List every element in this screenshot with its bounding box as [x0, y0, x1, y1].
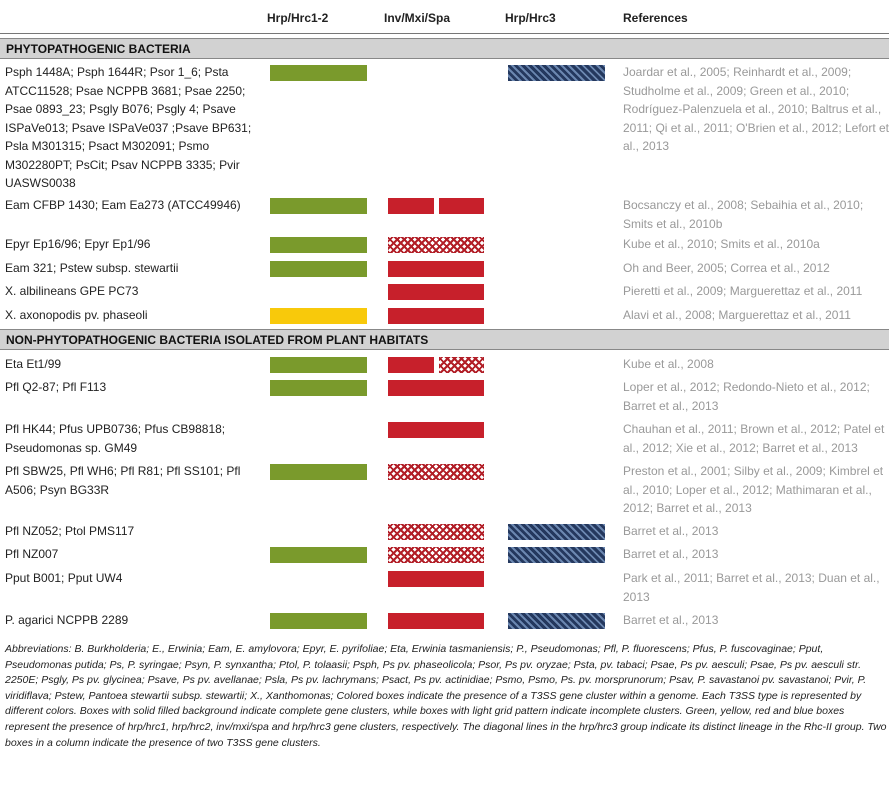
- inv-mxi-spa-incomplete-box: [439, 357, 484, 373]
- references-cell: Loper et al., 2012; Redondo-Nieto et al., 2012; Barret et al., 2013: [623, 380, 870, 413]
- references-cell: Oh and Beer, 2005; Correa et al., 2012: [623, 261, 830, 275]
- inv-mxi-spa-box: [388, 198, 434, 214]
- references-cell: Kube et al., 2008: [623, 357, 714, 371]
- hrp-hrc1-box: [270, 613, 367, 629]
- hrp-hrc3-box: [508, 547, 605, 563]
- organism-cell: Psph 1448A; Psph 1644R; Psor 1_6; Psta ATCC11528; Psae NCPPB 3681; Psae 2250; Psae 0893_23; Psgly B076; Psgly 4; Psave ISPaVe013; Psave ISPaVe037 ;Psave BP631; Psla M301315; Psact M302091; Psmo M302280PT; PsCit; Psav NCPPB 3335; Pvir UASWS0038: [5, 65, 252, 190]
- header-rule: [0, 33, 889, 34]
- inv-mxi-spa-box: [388, 284, 484, 300]
- references-cell: Chauhan et al., 2011; Brown et al., 2012; Patel et al., 2012; Xie et al., 2012; Barret et al., 2013: [623, 422, 885, 455]
- references-cell: Barret et al., 2013: [623, 547, 719, 561]
- organism-cell: P. agarici NCPPB 2289: [5, 613, 129, 627]
- inv-mxi-spa-box: [388, 261, 484, 277]
- hrp-hrc1-box: [270, 357, 367, 373]
- organism-cell: X. axonopodis pv. phaseoli: [5, 308, 148, 322]
- inv-mxi-spa-box: [388, 422, 484, 438]
- organism-cell: Pfl Q2-87; Pfl F113: [5, 380, 107, 394]
- inv-mxi-spa-box: [388, 380, 484, 396]
- section-title: NON-PHYTOPATHOGENIC BACTERIA ISOLATED FROM PLANT HABITATS: [6, 333, 429, 347]
- organism-cell: X. albilineans GPE PC73: [5, 284, 139, 298]
- inv-mxi-spa-box: [439, 198, 484, 214]
- inv-mxi-spa-incomplete-box: [388, 547, 484, 563]
- organism-cell: Eam 321; Pstew subsp. stewartii: [5, 261, 179, 275]
- references-cell: Barret et al., 2013: [623, 524, 719, 538]
- hrp-hrc3-box: [508, 524, 605, 540]
- references-cell: Alavi et al., 2008; Marguerettaz et al., 2011: [623, 308, 851, 322]
- references-cell: Park et al., 2011; Barret et al., 2013; Duan et al., 2013: [623, 571, 880, 604]
- hrp-hrc1-box: [270, 237, 367, 253]
- hrp-hrc1-box: [270, 380, 367, 396]
- header-inv-mxi-spa: Inv/Mxi/Spa: [384, 11, 451, 25]
- organism-cell: Pfl NZ052; Ptol PMS117: [5, 524, 135, 538]
- header-references: References: [623, 11, 688, 25]
- organism-cell: Eam CFBP 1430; Eam Ea273 (ATCC49946): [5, 198, 241, 212]
- inv-mxi-spa-box: [388, 357, 434, 373]
- inv-mxi-spa-box: [388, 571, 484, 587]
- inv-mxi-spa-incomplete-box: [388, 524, 484, 540]
- section-title: PHYTOPATHOGENIC BACTERIA: [6, 42, 191, 56]
- header-hrp-hrc1-2: Hrp/Hrc1-2: [267, 11, 329, 25]
- hrp-hrc1-box: [270, 65, 367, 81]
- hrp-hrc1-box: [270, 261, 367, 277]
- hrp-hrc3-box: [508, 65, 605, 81]
- references-cell: Joardar et al., 2005; Reinhardt et al., 2009; Studholme et al., 2009; Green et al., 2010; Rodríguez-Palenzuela et al., 2010; Baltrus et al., 2011; Qi et al., 2011; O'Brien et al., 2012; Lefort et al., 2013: [623, 65, 890, 153]
- organism-cell: Eta Et1/99: [5, 357, 62, 371]
- inv-mxi-spa-box: [388, 613, 484, 629]
- inv-mxi-spa-incomplete-box: [388, 237, 484, 253]
- organism-cell: Pfl HK44; Pfus UPB0736; Pfus CB98818; Pseudomonas sp. GM49: [5, 422, 226, 455]
- organism-cell: Pfl SBW25, Pfl WH6; Pfl R81; Pfl SS101; Pfl A506; Psyn BG33R: [5, 464, 241, 497]
- hrp-hrc3-box: [508, 613, 605, 629]
- header-hrp-hrc3: Hrp/Hrc3: [505, 11, 556, 25]
- references-cell: Preston et al., 2001; Silby et al., 2009; Kimbrel et al., 2010; Loper et al., 2012; Mathimaran et al., 2012; Barret et al., 2013: [623, 464, 884, 515]
- table-footnote: Abbreviations: B. Burkholderia; E., Erwinia; Eam, E. amylovora; Epyr, E. pyrifoliae; Eta, Erwinia tasmaniensis; P., Pseudomonas; Pfl, P. fluorescens; Pfus, P. fuscovaginae; Pput, Pseudomonas putida; Ps, P. syringae; Psyn, P. synxantha; Ptol, P. tolaasii; Psph, Ps pv. phaseolicola; Psor, Ps pv. oryzae; Psta, pv. tabaci; Psae, Ps pv. aesculi; Psae, Ps pv. aesculi str. 2250E; Psgly, Ps pv. glycinea; Psave, Ps pv. avellanae; Psla, Ps pv. lachrymans; Psact, Ps pv. actinidiae; Psmo, Psmo, Ps. pv. morsprunorum; Psav, P. savastanoi pv. savastanoi; Pvir, P. viridiflava; Pstew, Pantoea stewartii subsp. stewartii; X., Xanthomonas; Colored boxes indicate the presence of a T3SS gene cluster within a genome. Each T3SS type is represented by different colors. Boxes with solid filled background indicate complete gene clusters, while boxes with light grid pattern indicate incomplete clusters. Green, yellow, red and blue boxes represent the presence of hrp/hrc1, hrp/hrc2, inv/mxi/spa and hrp/hrc3 gene clusters, respectively. The diagonal lines in the hrp/hrc3 group indicate its distinct lineage in the Rhc-II group. Two boxes in a column indicate the presence of two T3SS gene clusters.: [5, 643, 887, 749]
- section-header-phytopathogenic: [0, 38, 889, 59]
- inv-mxi-spa-box: [388, 308, 484, 324]
- organism-cell: Epyr Ep16/96; Epyr Ep1/96: [5, 237, 151, 251]
- references-cell: Pieretti et al., 2009; Marguerettaz et al., 2011: [623, 284, 863, 298]
- references-cell: Barret et al., 2013: [623, 613, 719, 627]
- organism-cell: Pput B001; Pput UW4: [5, 571, 123, 585]
- hrp-hrc1-box: [270, 464, 367, 480]
- organism-cell: Pfl NZ007: [5, 547, 59, 561]
- hrp-hrc1-box: [270, 198, 367, 214]
- hrp-hrc1-box: [270, 547, 367, 563]
- references-cell: Bocsanczy et al., 2008; Sebaihia et al., 2010; Smits et al., 2010b: [623, 198, 864, 231]
- references-cell: Kube et al., 2010; Smits et al., 2010a: [623, 237, 820, 251]
- section-header-non-phytopathogenic: [0, 329, 889, 350]
- hrp-hrc2-box: [270, 308, 367, 324]
- inv-mxi-spa-incomplete-box: [388, 464, 484, 480]
